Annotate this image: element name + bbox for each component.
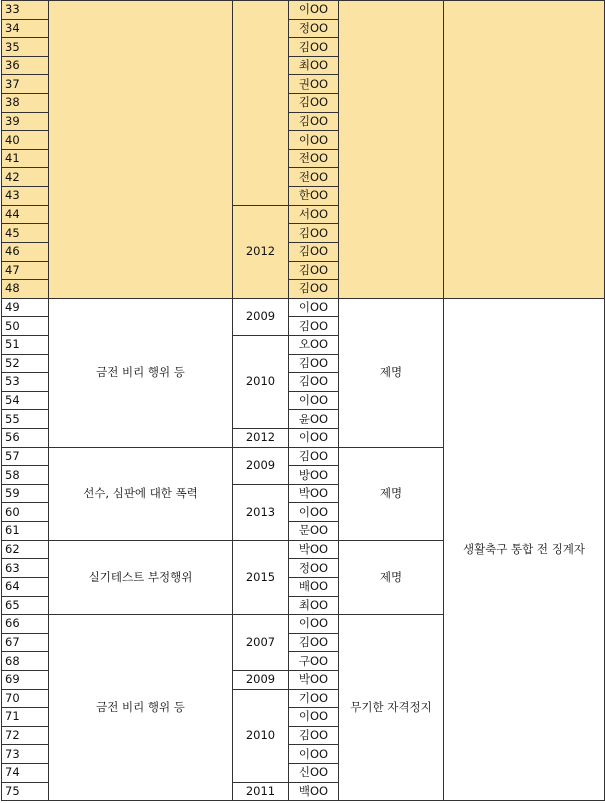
row-number: 38 bbox=[2, 94, 49, 113]
row-number: 54 bbox=[2, 391, 49, 410]
year-cell: 2009 bbox=[233, 447, 289, 484]
person-name: 권OO bbox=[289, 75, 339, 94]
reason-cell: 금전 비리 행위 등 bbox=[49, 298, 233, 447]
person-name: 이OO bbox=[289, 429, 339, 448]
person-name: 김OO bbox=[289, 261, 339, 280]
year-cell: 2007 bbox=[233, 615, 289, 671]
year-cell: 2012 bbox=[233, 429, 289, 448]
person-name: 오OO bbox=[289, 335, 339, 354]
row-number: 64 bbox=[2, 577, 49, 596]
person-name: 박OO bbox=[289, 670, 339, 689]
row-number: 71 bbox=[2, 708, 49, 727]
row-number: 42 bbox=[2, 168, 49, 187]
row-number: 73 bbox=[2, 745, 49, 764]
row-number: 35 bbox=[2, 38, 49, 57]
person-name: 이OO bbox=[289, 503, 339, 522]
row-number: 44 bbox=[2, 205, 49, 224]
row-number: 61 bbox=[2, 522, 49, 541]
row-number: 46 bbox=[2, 242, 49, 261]
person-name: 이OO bbox=[289, 298, 339, 317]
penalty-cell: 제명 bbox=[339, 447, 444, 540]
penalty-cell-blank bbox=[339, 1, 444, 299]
person-name: 김OO bbox=[289, 112, 339, 131]
person-name: 이OO bbox=[289, 615, 339, 634]
person-name: 백OO bbox=[289, 782, 339, 801]
row-number: 70 bbox=[2, 689, 49, 708]
row-number: 45 bbox=[2, 224, 49, 243]
row-number: 47 bbox=[2, 261, 49, 280]
row-number: 68 bbox=[2, 652, 49, 671]
person-name: 김OO bbox=[289, 224, 339, 243]
person-name: 이OO bbox=[289, 131, 339, 150]
row-number: 62 bbox=[2, 540, 49, 559]
row-number: 60 bbox=[2, 503, 49, 522]
reason-cell: 선수, 심판에 대한 폭력 bbox=[49, 447, 233, 540]
person-name: 김OO bbox=[289, 373, 339, 392]
person-name: 김OO bbox=[289, 317, 339, 336]
row-number: 51 bbox=[2, 335, 49, 354]
year-cell: 2013 bbox=[233, 484, 289, 540]
person-name: 방OO bbox=[289, 466, 339, 485]
note-cell-blank bbox=[444, 1, 605, 299]
row-number: 37 bbox=[2, 75, 49, 94]
penalty-cell: 무기한 자격정지 bbox=[339, 615, 444, 801]
person-name: 박OO bbox=[289, 484, 339, 503]
year-cell: 2009 bbox=[233, 298, 289, 335]
person-name: 기OO bbox=[289, 689, 339, 708]
row-number: 40 bbox=[2, 131, 49, 150]
person-name: 윤OO bbox=[289, 410, 339, 429]
row-number: 66 bbox=[2, 615, 49, 634]
person-name: 서OO bbox=[289, 205, 339, 224]
row-number: 67 bbox=[2, 633, 49, 652]
penalty-cell: 제명 bbox=[339, 540, 444, 614]
row-number: 52 bbox=[2, 354, 49, 373]
row-number: 53 bbox=[2, 373, 49, 392]
table-row bbox=[2, 1, 605, 20]
penalty-cell: 제명 bbox=[339, 298, 444, 447]
year-cell: 2012 bbox=[233, 205, 289, 298]
person-name: 이OO bbox=[289, 1, 339, 20]
year-cell: 2009 bbox=[233, 670, 289, 689]
row-number: 65 bbox=[2, 596, 49, 615]
row-number: 72 bbox=[2, 726, 49, 745]
row-number: 69 bbox=[2, 670, 49, 689]
person-name: 전OO bbox=[289, 149, 339, 168]
row-number: 36 bbox=[2, 56, 49, 75]
row-number: 49 bbox=[2, 298, 49, 317]
row-number: 34 bbox=[2, 19, 49, 38]
person-name: 최OO bbox=[289, 56, 339, 75]
row-number: 48 bbox=[2, 280, 49, 299]
year-cell: 2010 bbox=[233, 335, 289, 428]
person-name: 김OO bbox=[289, 38, 339, 57]
reason-cell: 실기테스트 부정행위 bbox=[49, 540, 233, 614]
person-name: 김OO bbox=[289, 726, 339, 745]
person-name: 구OO bbox=[289, 652, 339, 671]
year-cell: 2010 bbox=[233, 689, 289, 782]
person-name: 김OO bbox=[289, 354, 339, 373]
reason-cell-blank bbox=[49, 1, 233, 299]
person-name: 전OO bbox=[289, 168, 339, 187]
person-name: 한OO bbox=[289, 187, 339, 206]
person-name: 박OO bbox=[289, 540, 339, 559]
person-name: 김OO bbox=[289, 633, 339, 652]
person-name: 정OO bbox=[289, 19, 339, 38]
year-cell: 2011 bbox=[233, 782, 289, 801]
year-cell-blank bbox=[233, 1, 289, 206]
person-name: 김OO bbox=[289, 94, 339, 113]
person-name: 김OO bbox=[289, 242, 339, 261]
person-name: 이OO bbox=[289, 745, 339, 764]
row-number: 50 bbox=[2, 317, 49, 336]
row-number: 63 bbox=[2, 559, 49, 578]
year-cell: 2015 bbox=[233, 540, 289, 614]
row-number: 55 bbox=[2, 410, 49, 429]
row-number: 58 bbox=[2, 466, 49, 485]
person-name: 이OO bbox=[289, 391, 339, 410]
person-name: 김OO bbox=[289, 447, 339, 466]
reason-cell: 금전 비리 행위 등 bbox=[49, 615, 233, 801]
row-number: 41 bbox=[2, 149, 49, 168]
row-number: 33 bbox=[2, 1, 49, 20]
person-name: 이OO bbox=[289, 708, 339, 727]
row-number: 57 bbox=[2, 447, 49, 466]
person-name: 문OO bbox=[289, 522, 339, 541]
disciplinary-table bbox=[1, 0, 605, 801]
person-name: 배OO bbox=[289, 577, 339, 596]
note-cell: 생활축구 통합 전 징계자 bbox=[444, 298, 605, 800]
row-number: 43 bbox=[2, 187, 49, 206]
row-number: 74 bbox=[2, 763, 49, 782]
table-row bbox=[2, 298, 605, 317]
row-number: 39 bbox=[2, 112, 49, 131]
row-number: 75 bbox=[2, 782, 49, 801]
person-name: 김OO bbox=[289, 280, 339, 299]
row-number: 59 bbox=[2, 484, 49, 503]
person-name: 최OO bbox=[289, 596, 339, 615]
person-name: 신OO bbox=[289, 763, 339, 782]
table-body bbox=[2, 1, 605, 801]
person-name: 정OO bbox=[289, 559, 339, 578]
row-number: 56 bbox=[2, 429, 49, 448]
